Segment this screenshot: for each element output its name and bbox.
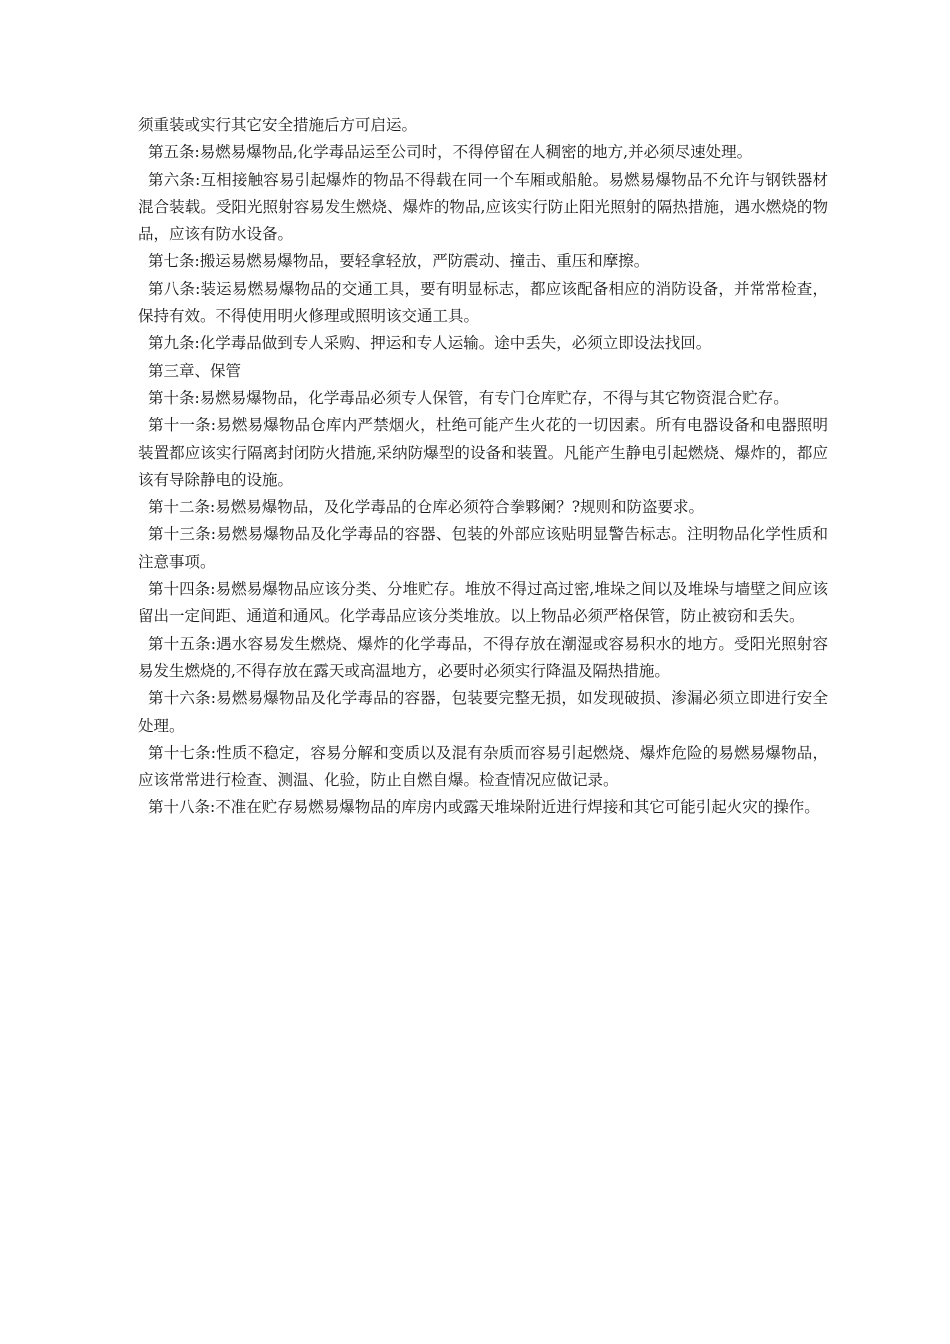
article-6: 第六条:互相接触容易引起爆炸的物品不得载在同一个车厢或船舱。易燃易爆物品不允许与钢铁器材混合装载。受阳光照射容易发生燃烧、爆炸的物品,应该实行防止阳光照射的隔热措施，遇水燃烧的物品，应该有防水设备。 <box>138 170 828 244</box>
article-13: 第十三条:易燃易爆物品及化学毒品的容器、包装的外部应该贴明显警告标志。注明物品化学性质和注意事项。 <box>138 525 828 571</box>
paragraph-continuation: 须重装或实行其它安全措施后方可启运。 <box>138 116 418 134</box>
chapter-heading: 第三章、保管 <box>148 361 242 380</box>
article-8: 第八条:装运易燃易爆物品的交通工具，要有明显标志，都应该配备相应的消防设备，并常常检查，保持有效。不得使用明火修理或照明该交通工具。 <box>138 279 828 326</box>
document-body <box>138 112 828 822</box>
article-10: 第十条:易燃易爆物品，化学毒品必须专人保管，有专门仓库贮存，不得与其它物资混合贮存。 <box>148 388 789 407</box>
article-18: 第十八条:不准在贮存易燃易爆物品的库房内或露天堆垛附近进行焊接和其它可能引起火灾的操作。 <box>148 798 820 817</box>
article-12: 第十二条:易燃易爆物品，及化学毒品的仓库必须符合拳夥阑？?规则和防盗要求。 <box>148 498 705 517</box>
article-9: 第九条:化学毒品做到专人采购、押运和专人运输。途中丢失，必须立即设法找回。 <box>148 334 712 353</box>
article-14: 第十四条:易燃易爆物品应该分类、分堆贮存。堆放不得过高过密,堆垛之间以及堆垛与墙壁之间应该留出一定间距、通道和通风。化学毒品应该分类堆放。以上物品必须严格保管，防止被窃和丢失。 <box>138 580 828 626</box>
article-11: 第十一条:易燃易爆物品仓库内严禁烟火，杜绝可能产生火花的一切因素。所有电器设备和电器照明装置都应该实行隔离封闭防火措施,采纳防爆型的设备和装置。凡能产生静电引起燃烧、爆炸的，都应该有导除静电的设施。 <box>138 416 828 489</box>
article-7: 第七条:搬运易燃易爆物品，要轻拿轻放，严防震动、撞击、重压和摩擦。 <box>148 252 650 271</box>
article-17: 第十七条:性质不稳定，容易分解和变质以及混有杂质而容易引起燃烧、爆炸危险的易燃易爆物品，应该常常进行检查、测温、化验，防止自燃自爆。检查情况应做记录。 <box>138 743 828 790</box>
article-16: 第十六条:易燃易爆物品及化学毒品的容器，包装要完整无损，如发现破损、渗漏必须立即进行安全处理。 <box>138 689 828 735</box>
article-15: 第十五条:遇水容易发生燃烧、爆炸的化学毒品，不得存放在潮湿或容易积水的地方。受阳光照射容易发生燃烧的,不得存放在露天或高温地方，必要时必须实行降温及隔热措施。 <box>138 634 828 680</box>
article-5: 第五条:易燃易爆物品,化学毒品运至公司时，不得停留在人稠密的地方,并必须尽速处理。 <box>148 143 753 162</box>
